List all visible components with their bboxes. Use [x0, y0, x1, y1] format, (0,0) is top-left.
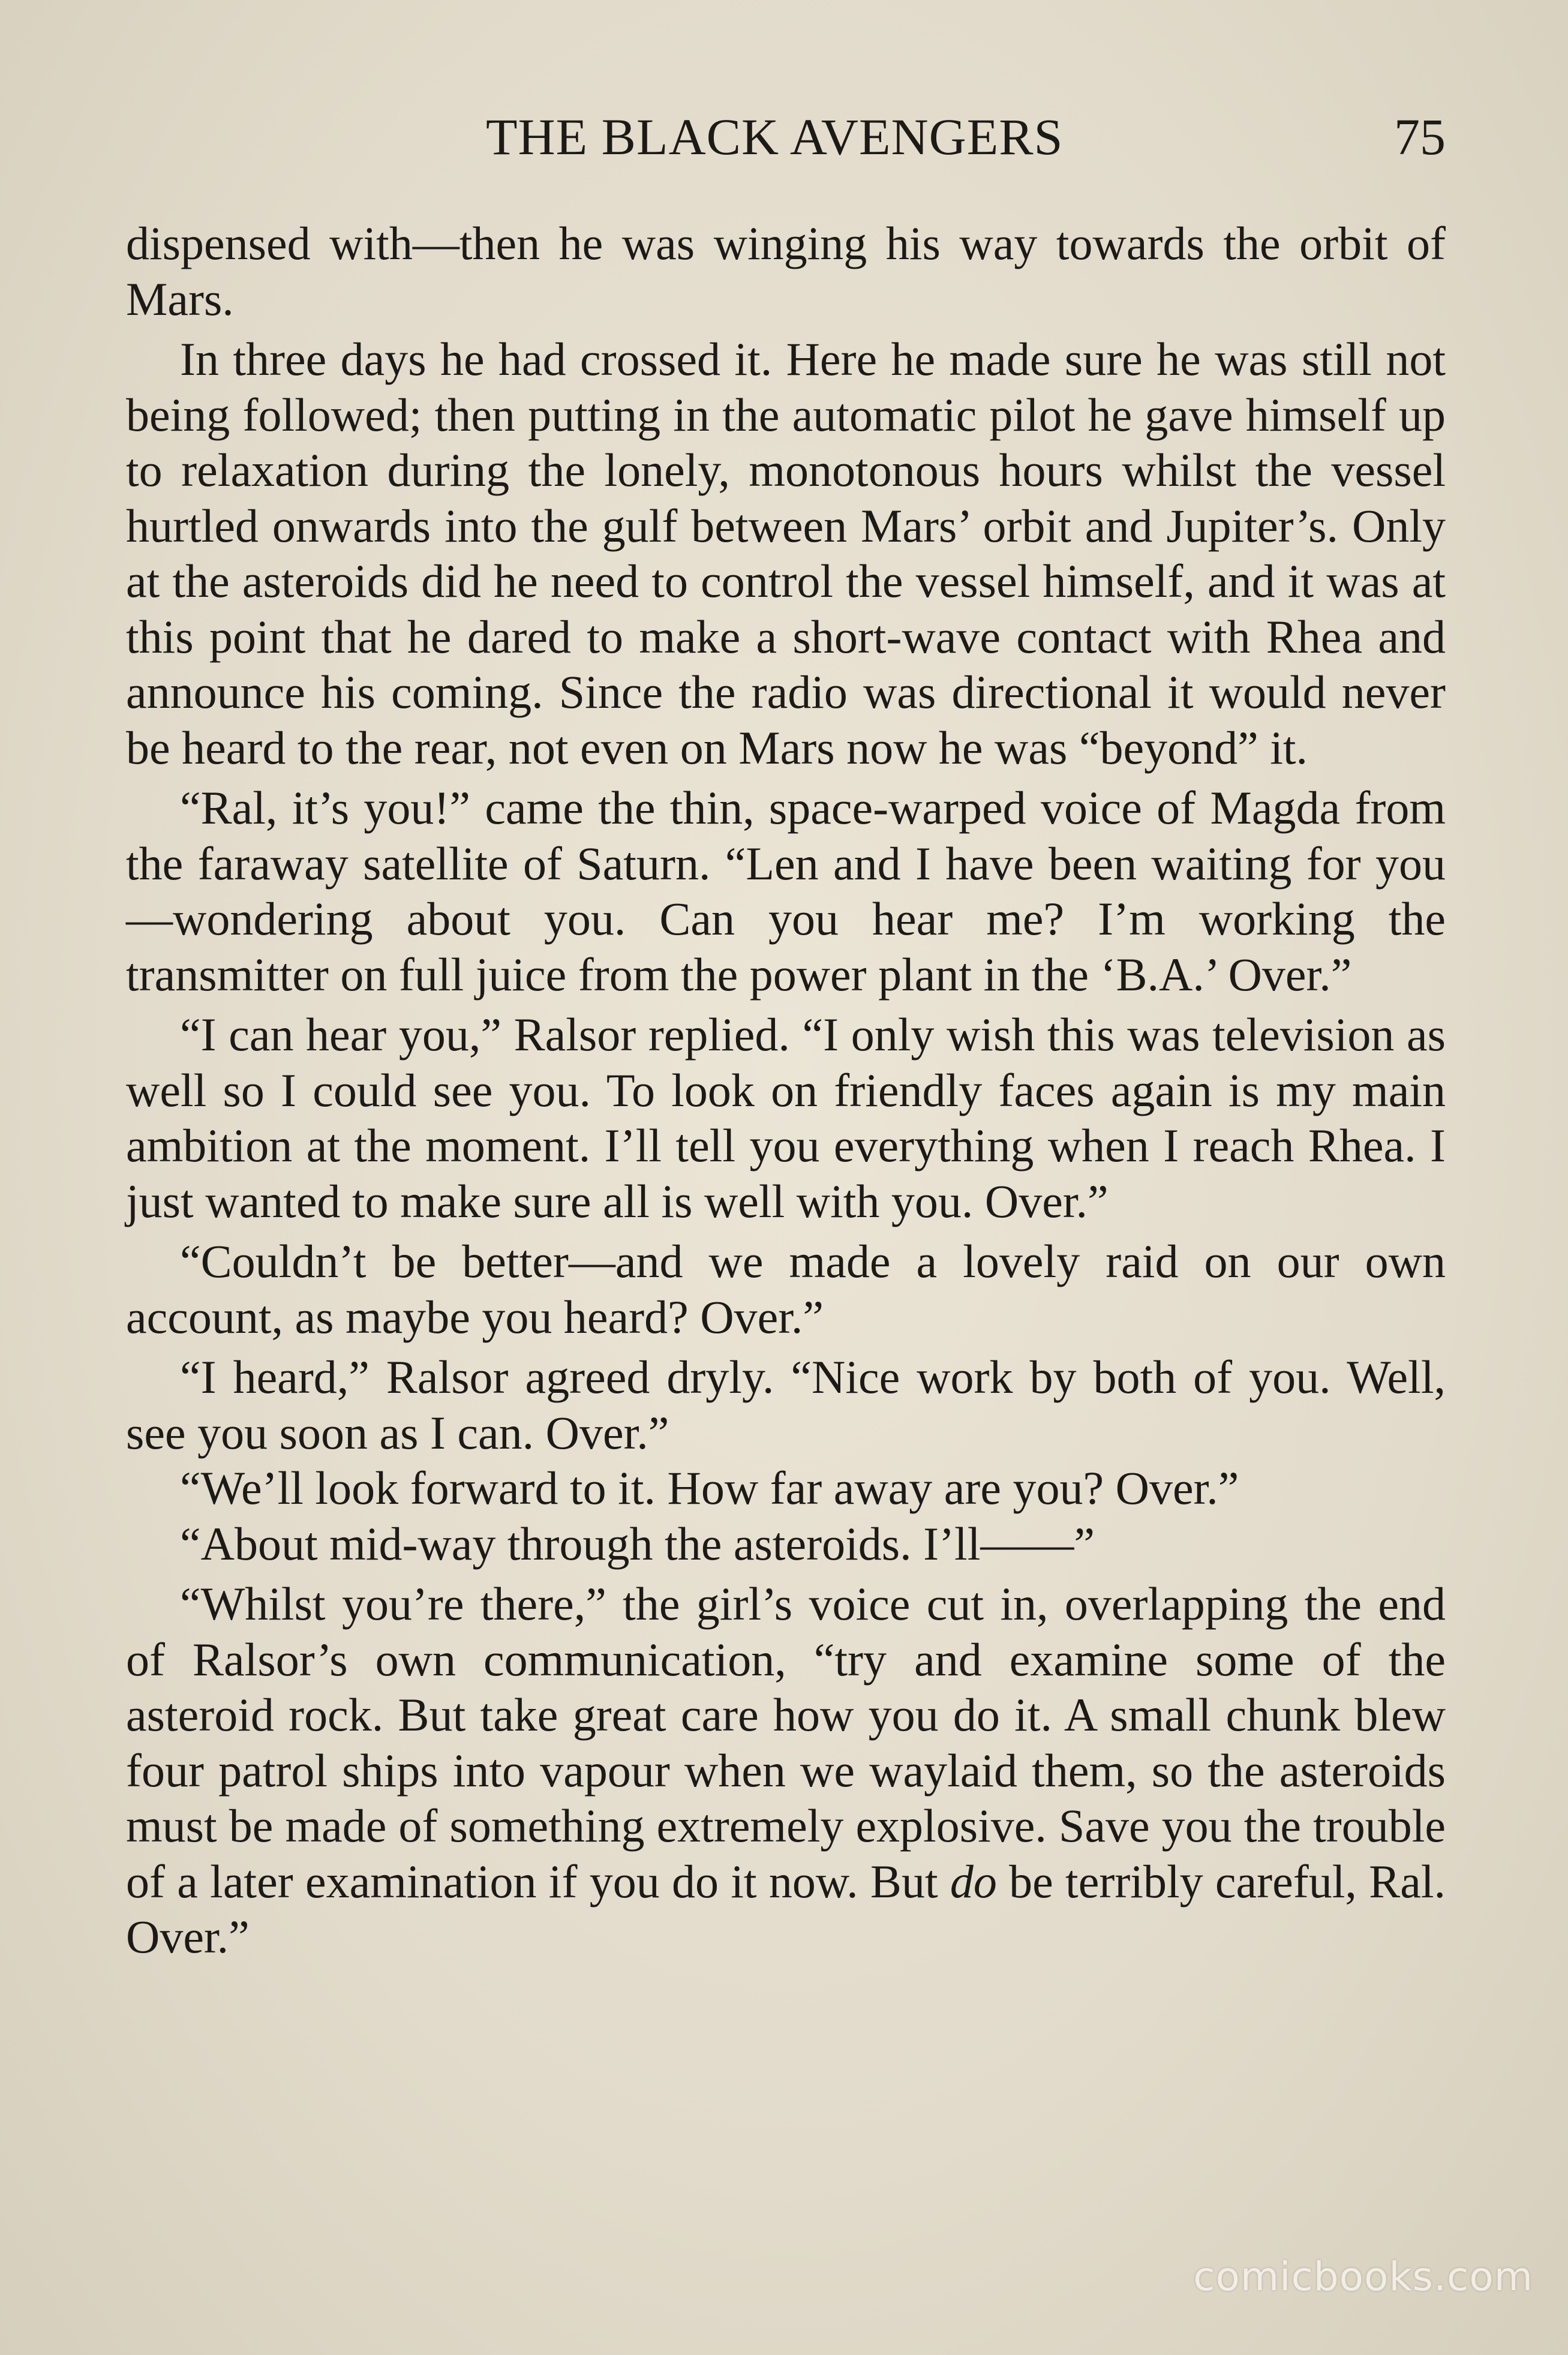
- paragraph-text: dispensed with—then he was winging his way towards the orbit of Mars.: [126, 217, 1446, 325]
- paragraph-text: “Ral, it’s you!” came the thin, space-warped voice of Magda from the faraway satellite of Saturn. “Len and I have been waiting for you—wondering about you. Can you hear me? I’m working the transmitter on full juice from the power plant in the ‘B.A.’ Over.”: [126, 782, 1446, 1001]
- paragraph: [126, 332, 1446, 776]
- paragraph: [126, 780, 1446, 1002]
- paragraph-text: “Whilst you’re there,” the girl’s voice cut in, overlapping the end of Ralsor’s own communication, “try and examine some of the asteroid rock. But take great care how you do it. A small chunk blew four patrol ships into vapour when we waylaid them, so the asteroids must be made of something extremely explosive. Save you the trouble of a later examination if you do it now. But: [126, 1578, 1446, 1908]
- body-text: [126, 216, 1446, 1970]
- paragraph-text: be terribly careful, Ral. Over.”: [126, 1855, 1446, 1963]
- paragraph: [126, 1461, 1446, 1516]
- paragraph-text: “Couldn’t be better—and we made a lovely raid on our own account, as maybe you heard? Over.”: [126, 1235, 1446, 1343]
- paragraph-text: “I heard,” Ralsor agreed dryly. “Nice work by both of you. Well, see you soon as I can. Over.”: [126, 1351, 1446, 1459]
- paragraph-text: “About mid-way through the asteroids. I’ll——”: [180, 1517, 1095, 1570]
- paragraph: [126, 1234, 1446, 1345]
- paragraph: [126, 1007, 1446, 1229]
- watermark: comicbooks.com: [1193, 2254, 1533, 2300]
- paragraph-text: “I can hear you,” Ralsor replied. “I only wish this was television as well so I could see you. To look on friendly faces again is my main ambition at the moment. I’ll tell you everything when I reach Rhea. I just wanted to make sure all is well with you. Over.”: [126, 1008, 1446, 1227]
- paragraph: [126, 1350, 1446, 1461]
- running-header: [126, 107, 1446, 173]
- paragraph: [126, 216, 1446, 327]
- paragraph-text: “We’ll look forward to it. How far away are you? Over.”: [180, 1462, 1239, 1514]
- running-title: THE BLACK AVENGERS: [486, 108, 1064, 166]
- paragraph: [126, 1516, 1446, 1572]
- emphasis: do: [950, 1855, 997, 1908]
- page-number: 75: [1394, 108, 1446, 166]
- paragraph: [126, 1576, 1446, 1965]
- paragraph-text: In three days he had crossed it. Here he made sure he was still not being followed; then putting in the automatic pilot he gave himself up to relaxation during the lonely, monotonous hours whilst the vessel hurtled onwards into the gulf between Mars’ orbit and Jupiter’s. Only at the asteroids did he need to control the vessel himself, and it was at this point that he dared to make a short-wave contact with Rhea and announce his coming. Since the radio was directional it would never be heard to the rear, not even on Mars now he was “beyond” it.: [126, 333, 1446, 774]
